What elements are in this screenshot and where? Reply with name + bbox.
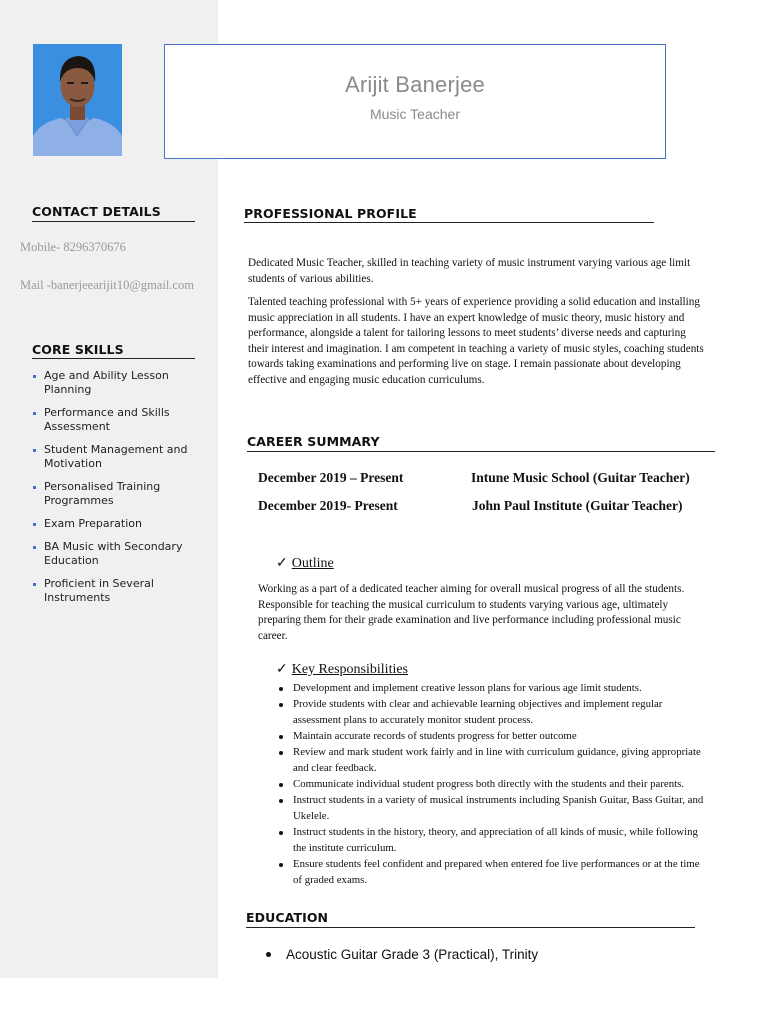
core-skills-divider [32, 358, 195, 359]
core-skills-heading: CORE SKILLS [32, 342, 124, 357]
education-item-text: Acoustic Guitar Grade 3 (Practical), Trinity [286, 947, 539, 962]
profile-divider [244, 222, 654, 223]
profile-paragraph-1: Dedicated Music Teacher, skilled in teaching variety of music instrument varying various age limit students of various abilities. [248, 257, 691, 285]
responsibilities-heading [276, 661, 408, 678]
skill-item: Performance and Skills Assessment [33, 406, 213, 434]
education-item [266, 947, 538, 962]
responsibility-item: Instruct students in a variety of musical instruments including Spanish Guitar, Bass Guitar, and Ukelele. [276, 793, 706, 825]
responsibility-item: Maintain accurate records of students progress for better outcome [276, 729, 706, 745]
contact-mail: Mail -banerjeearijit10@gmail.com [20, 278, 194, 292]
outline-heading [276, 555, 334, 572]
career-divider [247, 451, 715, 452]
career-heading: CAREER SUMMARY [247, 434, 380, 449]
bullet-icon [266, 952, 271, 957]
education-divider [246, 927, 695, 928]
contact-heading: CONTACT DETAILS [32, 204, 161, 219]
responsibility-item: Review and mark student work fairly and in line with curriculum guidance, giving appropriate and clear feedback. [276, 745, 706, 777]
skill-item: Student Management and Motivation [33, 443, 213, 471]
responsibilities-list [276, 681, 706, 889]
skill-item: BA Music with Secondary Education [33, 540, 213, 568]
responsibility-item: Communicate individual student progress both directly with the students and their parents. [276, 777, 706, 793]
candidate-name: Arijit Banerjee [345, 72, 485, 97]
profile-heading: PROFESSIONAL PROFILE [244, 206, 417, 221]
skill-item: Proficient in Several Instruments [33, 577, 213, 605]
career-place: Intune Music School (Guitar Teacher) [471, 470, 690, 485]
outline-text: Working as a part of a dedicated teacher aiming for overall musical progress of all the students. Responsible for teaching the musical curriculum to students varying various age, ultimately preparing them for their grade examination and live performance including professional music career. [258, 583, 685, 642]
skill-item: Exam Preparation [33, 517, 213, 531]
career-date: December 2019 – Present [258, 470, 404, 485]
skill-item: Age and Ability Lesson Planning [33, 369, 213, 397]
contact-divider [32, 221, 195, 222]
name-header-box [164, 44, 666, 159]
profile-photo [33, 44, 122, 156]
responsibility-item: Ensure students feel confident and prepared when entered foe live performances or at the time of graded exams. [276, 857, 706, 889]
skill-item: Personalised Training Programmes [33, 480, 213, 508]
candidate-role: Music Teacher [369, 106, 460, 122]
contact-mobile: Mobile- 8296370676 [20, 240, 126, 254]
responsibility-item: Development and implement creative lesson plans for various age limit students. [276, 681, 706, 697]
responsibility-item: Instruct students in the history, theory, and appreciation of all kinds of music, while following the institute curriculum. [276, 825, 706, 857]
career-place: John Paul Institute (Guitar Teacher) [472, 498, 683, 513]
education-heading: EDUCATION [246, 910, 329, 925]
outline-heading-text: Outline [291, 556, 334, 571]
responsibilities-heading-text: Key Responsibilities [291, 662, 409, 677]
career-date: December 2019- Present [258, 498, 398, 513]
check-icon: ✓ [276, 662, 288, 677]
person-photo-icon [33, 44, 122, 156]
check-icon: ✓ [276, 556, 288, 571]
core-skills-list [33, 369, 213, 614]
profile-paragraph-2: Talented teaching professional with 5+ years of experience providing a solid education and installing music appreciation in all students. I have an expert knowledge of music theory, music history and performance, alongside a talent for tailoring lessons to meet students’ diverse needs and capturing their interest and imagination. I am competent in teaching a variety of music styles, coaching students towards taking examinations and performing live on stage. I remain passionate about developing effective and engaging music education curriculums. [248, 296, 704, 386]
responsibility-item: Provide students with clear and achievable learning objectives and implement regular assessment plans to accurately monitor student process. [276, 697, 706, 729]
